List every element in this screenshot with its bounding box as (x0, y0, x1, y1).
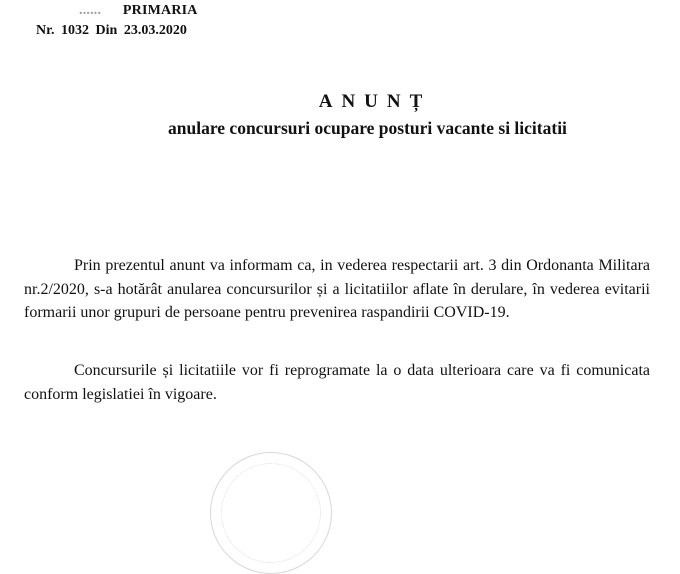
official-stamp-inner-ring (221, 463, 321, 563)
header-faint-prefix: ...... (79, 3, 102, 18)
document-title: ANUNȚ (318, 91, 432, 112)
body-paragraph-2: Concursurile și licitatiile vor fi reprogramate la o data ulterioara care va fi comunicata conform legislatiei în vigoare. (24, 362, 650, 403)
body-paragraph-1: Prin prezentul anunt va informam ca, in vederea respectarii art. 3 din Ordonanta Militara nr.2/2020, s-a hotărât anularea concursurilor și a licitatiilor aflate în derulare, în vederea evitarii formarii unor grupuri de persoane pentru prevenirea raspandirii COVID-19. (24, 257, 650, 321)
institution-header (79, 3, 198, 19)
registration-number: Nr. 1032 Din 23.03.2020 (36, 23, 187, 38)
document-subtitle: anulare concursuri ocupare posturi vacante si licitatii (168, 118, 567, 138)
official-stamp (210, 452, 332, 574)
institution-name: PRIMARIA (122, 3, 198, 18)
